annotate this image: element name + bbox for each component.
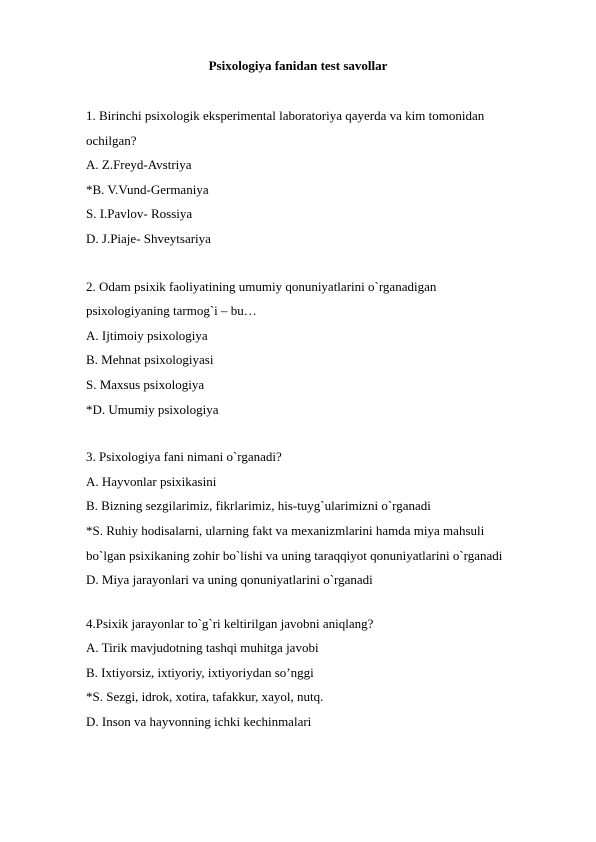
answer-option: A. Hayvonlar psixikasini bbox=[86, 473, 217, 489]
question-text: 4.Psixik jarayonlar to`g`ri keltirilgan javobni aniqlang? bbox=[86, 615, 374, 631]
answer-option: A. Z.Freyd-Avstriya bbox=[86, 157, 192, 173]
document-body bbox=[86, 104, 556, 758]
question-text: ochilgan? bbox=[86, 132, 137, 148]
question-1 bbox=[86, 104, 556, 252]
answer-option-correct: *S. Sezgi, idrok, xotira, tafakkur, xayol, nutq. bbox=[86, 689, 324, 705]
question-2 bbox=[86, 275, 556, 423]
answer-option: S. Maxsus psixologiya bbox=[86, 376, 205, 392]
question-text: 1. Birinchi psixologik eksperimental laboratoriya qayerda va kim tomonidan bbox=[86, 108, 485, 123]
answer-option-correct: *D. Umumiy psixologiya bbox=[86, 401, 219, 417]
answer-option: D. Miya jarayonlari va uning qonuniyatlarini o`rganadi bbox=[86, 572, 373, 588]
answer-option: A. Ijtimoiy psixologiya bbox=[86, 327, 208, 343]
question-text: psixologiyaning tarmog`i – bu… bbox=[86, 303, 257, 319]
document-title: Psixologiya fanidan test savollar bbox=[208, 58, 388, 73]
answer-option: A. Tirik mavjudotning tashqi muhitga javobi bbox=[86, 640, 319, 656]
question-4 bbox=[86, 612, 556, 735]
answer-option: B. Ixtiyorsiz, ixtiyoriy, ixtiyoriydan so’nggi bbox=[86, 664, 314, 680]
question-3 bbox=[86, 445, 556, 593]
answer-option: S. I.Pavlov- Rossiya bbox=[86, 206, 193, 222]
answer-option: D. J.Piaje- Shveytsariya bbox=[86, 230, 211, 246]
answer-option-continuation: bo`lgan psixikaning zohir bo`lishi va uning taraqqiyot qonuniyatlarini o`rganadi bbox=[86, 547, 503, 563]
answer-option: D. Inson va hayvonning ichki kechinmalari bbox=[86, 714, 312, 730]
answer-option: B. Mehnat psixologiyasi bbox=[86, 352, 214, 368]
answer-option-correct: *B. V.Vund-Germaniya bbox=[86, 181, 209, 197]
answer-option-correct: *S. Ruhiy hodisalarni, ularning fakt va mexanizmlarini hamda miya mahsuli bbox=[86, 522, 485, 538]
question-text: 3. Psixologiya fani nimani o`rganadi? bbox=[86, 449, 282, 465]
answer-option: B. Bizning sezgilarimiz, fikrlarimiz, his-tuyg`ularimizni o`rganadi bbox=[86, 498, 431, 514]
question-text: 2. Odam psixik faoliyatining umumiy qonuniyatlarini o`rganadigan bbox=[86, 278, 437, 294]
